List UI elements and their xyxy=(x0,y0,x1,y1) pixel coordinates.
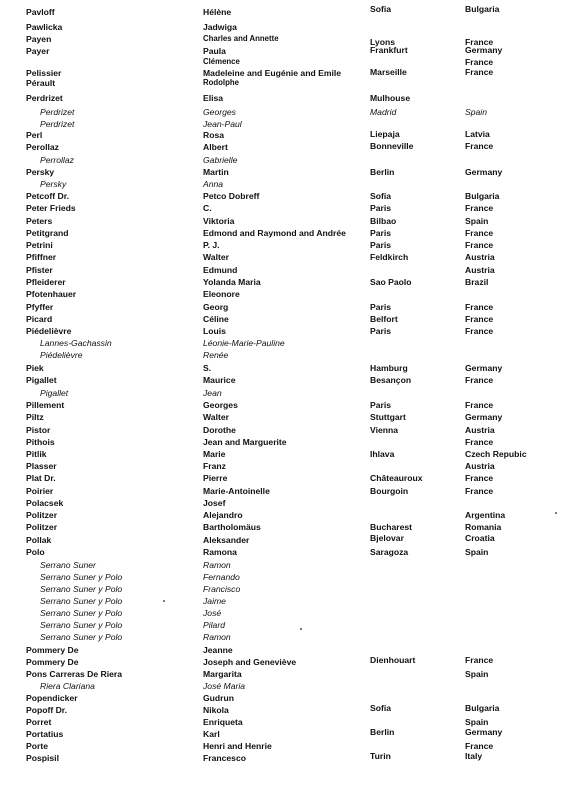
country-cell: France xyxy=(465,203,494,213)
city-cell: Sofia xyxy=(370,4,392,14)
table-row xyxy=(0,387,569,399)
table-row xyxy=(0,190,569,202)
country-cell: France xyxy=(465,302,494,312)
table-row xyxy=(0,21,569,33)
surname-cell: Pfleiderer xyxy=(26,277,66,287)
surname-cell: Pawlicka xyxy=(26,22,63,32)
given-name-cell: Walter xyxy=(203,412,229,422)
table-row xyxy=(0,559,569,571)
table-row xyxy=(0,141,569,153)
table-row xyxy=(0,6,569,18)
city-cell: Madrid xyxy=(370,107,397,117)
given-name-cell: Céline xyxy=(203,314,229,324)
table-row xyxy=(0,472,569,484)
surname-cell: Perdrizet xyxy=(26,93,63,103)
table-row xyxy=(0,546,569,558)
surname-cell: Payer xyxy=(26,46,50,56)
table-row xyxy=(0,509,569,521)
surname-cell: Piédelièvre xyxy=(26,326,72,336)
country-cell: Germany xyxy=(465,45,503,55)
country-cell: France xyxy=(465,655,494,665)
scan-speck xyxy=(163,600,165,602)
given-name-cell: José xyxy=(203,608,222,618)
given-name-cell: Bartholomäus xyxy=(203,522,261,532)
surname-cell: Porte xyxy=(26,741,48,751)
country-cell: Bulgaria xyxy=(465,703,500,713)
surname-cell: Pfister xyxy=(26,265,53,275)
given-name-cell: Madeleine and Eugénie and Emile xyxy=(203,68,342,78)
given-name-cell: Edmond and Raymond and Andrée xyxy=(203,228,346,238)
surname-cell: Pommery De xyxy=(26,645,79,655)
country-cell: France xyxy=(465,437,494,447)
surname-cell: Portatius xyxy=(26,729,64,739)
table-row xyxy=(0,448,569,460)
table-row xyxy=(0,411,569,423)
given-name-cell: Jean xyxy=(203,388,222,398)
table-row xyxy=(0,374,569,386)
surname-cell: Polacsek xyxy=(26,498,64,508)
given-name-cell: Nikola xyxy=(203,705,229,715)
given-name-cell: José Maria xyxy=(203,681,246,691)
table-row xyxy=(0,106,569,118)
given-name-cell: Rosa xyxy=(203,130,225,140)
given-name-cell: Marie xyxy=(203,449,226,459)
given-name-cell: Charles and Annette xyxy=(203,34,279,43)
country-cell: Germany xyxy=(465,412,503,422)
given-name-cell: Petco Dobreff xyxy=(203,191,260,201)
city-cell: Berlin xyxy=(370,167,395,177)
country-cell: France xyxy=(465,314,494,324)
scan-speck xyxy=(300,628,302,630)
table-row xyxy=(0,264,569,276)
country-cell: Latvia xyxy=(465,129,490,139)
table-row xyxy=(0,607,569,619)
given-name-cell: Margarita xyxy=(203,669,242,679)
surname-cell: Polo xyxy=(26,547,45,557)
table-row xyxy=(0,571,569,583)
surname-cell: Pons Carreras De Riera xyxy=(26,669,123,679)
table-row xyxy=(0,349,569,361)
surname-cell: Picard xyxy=(26,314,53,324)
given-name-cell: Pilard xyxy=(203,620,225,630)
given-name-cell: Enriqueta xyxy=(203,717,243,727)
surname-cell: Peters xyxy=(26,216,53,226)
given-name-cell: Clémence xyxy=(203,57,240,66)
country-cell: France xyxy=(465,57,494,67)
table-row xyxy=(0,288,569,300)
country-cell: Germany xyxy=(465,727,503,737)
table-row xyxy=(0,251,569,263)
given-name-cell: Albert xyxy=(203,142,228,152)
country-cell: France xyxy=(465,486,494,496)
surname-cell: Serrano Suner xyxy=(40,560,96,570)
surname-cell: Petitgrand xyxy=(26,228,69,238)
surname-cell: Perollaz xyxy=(26,142,59,152)
country-cell: Bulgaria xyxy=(465,4,500,14)
city-cell: Sofia xyxy=(370,191,392,201)
city-cell: Bourgoin xyxy=(370,486,409,496)
country-cell: France xyxy=(465,228,494,238)
given-name-cell: S. xyxy=(203,363,212,373)
city-cell: Vienna xyxy=(370,425,399,435)
surname-cell: Pithois xyxy=(26,437,55,447)
surname-cell: Pospisil xyxy=(26,753,59,763)
surname-cell: Perdrizet xyxy=(40,119,75,129)
table-row xyxy=(0,202,569,214)
table-row xyxy=(0,497,569,509)
surname-cell: Poirier xyxy=(26,486,54,496)
given-name-cell: Ramon xyxy=(203,632,231,642)
country-cell: Germany xyxy=(465,363,503,373)
country-cell: France xyxy=(465,67,494,77)
given-name-cell: Edmund xyxy=(203,265,238,275)
country-cell: Brazil xyxy=(465,277,489,287)
country-cell: Spain xyxy=(465,717,489,727)
country-cell: France xyxy=(465,375,494,385)
table-row xyxy=(0,631,569,643)
table-row xyxy=(0,337,569,349)
surname-cell: Pollak xyxy=(26,535,52,545)
city-cell: Paris xyxy=(370,228,392,238)
surname-cell: Persky xyxy=(26,167,55,177)
surname-cell: Perrollaz xyxy=(40,155,74,165)
city-cell: Berlin xyxy=(370,727,395,737)
country-cell: Spain xyxy=(465,107,487,117)
given-name-cell: Josef xyxy=(203,498,226,508)
table-row xyxy=(0,704,569,716)
country-cell: France xyxy=(465,400,494,410)
given-name-cell: Hélène xyxy=(203,7,232,17)
given-name-cell: Jean-Paul xyxy=(203,119,242,129)
country-cell: Argentina xyxy=(465,510,506,520)
table-row xyxy=(0,215,569,227)
surname-cell: Popendicker xyxy=(26,693,78,703)
table-row xyxy=(0,178,569,190)
table-row xyxy=(0,276,569,288)
given-name-cell: Fernando xyxy=(203,572,240,582)
city-cell: Besançon xyxy=(370,375,412,385)
given-name-cell: Jaime xyxy=(203,596,226,606)
table-row xyxy=(0,656,569,668)
table-row xyxy=(0,154,569,166)
table-row xyxy=(0,534,569,546)
surname-cell: Pelissier xyxy=(26,68,62,78)
given-name-cell: Ramon xyxy=(203,560,231,570)
surname-cell: Serrano Suner y Polo xyxy=(40,596,123,606)
table-row xyxy=(0,619,569,631)
country-cell: Italy xyxy=(465,751,483,761)
scan-speck xyxy=(555,512,557,514)
given-name-cell: Renée xyxy=(203,350,229,360)
table-row xyxy=(0,740,569,752)
surname-cell: Pérault xyxy=(26,78,56,88)
given-name-cell: Franz xyxy=(203,461,226,471)
city-cell: Paris xyxy=(370,326,392,336)
given-name-cell: Walter xyxy=(203,252,229,262)
surname-cell: Piek xyxy=(26,363,44,373)
surname-cell: Persky xyxy=(40,179,67,189)
given-name-cell: Jeanne xyxy=(203,645,233,655)
given-name-cell: C. xyxy=(203,203,212,213)
surname-cell: Pfotenhauer xyxy=(26,289,77,299)
city-cell: Sao Paolo xyxy=(370,277,412,287)
given-name-cell: Karl xyxy=(203,729,220,739)
surname-cell: Serrano Suner y Polo xyxy=(40,608,123,618)
given-name-cell: Henri and Henrie xyxy=(203,741,272,751)
country-cell: Spain xyxy=(465,547,489,557)
given-name-cell: Ramona xyxy=(203,547,237,557)
country-cell: France xyxy=(465,326,494,336)
city-cell: Feldkirch xyxy=(370,252,409,262)
city-cell: Lyons xyxy=(370,37,395,47)
given-name-cell: Louis xyxy=(203,326,226,336)
country-cell: France xyxy=(465,473,494,483)
given-name-cell: Pierre xyxy=(203,473,228,483)
country-cell: Romania xyxy=(465,522,502,532)
table-row xyxy=(0,752,569,764)
surname-cell: Petrini xyxy=(26,240,53,250)
given-name-cell: Léonie-Marie-Pauline xyxy=(203,338,285,348)
surname-cell: Pigallet xyxy=(26,375,57,385)
city-cell: Mulhouse xyxy=(370,93,411,103)
given-name-cell: Georg xyxy=(203,302,229,312)
surname-cell: Plat Dr. xyxy=(26,473,56,483)
table-row xyxy=(0,301,569,313)
city-cell: Bonneville xyxy=(370,141,414,151)
city-cell: Paris xyxy=(370,240,392,250)
table-row xyxy=(0,239,569,251)
given-name-cell: Elisa xyxy=(203,93,224,103)
surname-cell: Lannes-Gachassin xyxy=(40,338,112,348)
table-row xyxy=(0,399,569,411)
table-row xyxy=(0,436,569,448)
surname-cell: Plasser xyxy=(26,461,57,471)
city-cell: Stuttgart xyxy=(370,412,406,422)
given-name-cell: Dorothe xyxy=(203,425,236,435)
surname-cell: Perdrizet xyxy=(40,107,75,117)
country-cell: Czech Repubic xyxy=(465,449,527,459)
surname-cell: Peter Frieds xyxy=(26,203,76,213)
table-row xyxy=(0,424,569,436)
surname-cell: Politzer xyxy=(26,522,58,532)
surname-cell: Serrano Suner y Polo xyxy=(40,632,123,642)
city-cell: Paris xyxy=(370,400,392,410)
country-cell: Spain xyxy=(465,216,489,226)
table-row xyxy=(0,460,569,472)
surname-cell: Serrano Suner y Polo xyxy=(40,620,123,630)
given-name-cell: Eleonore xyxy=(203,289,240,299)
table-row xyxy=(0,728,569,740)
table-row xyxy=(0,485,569,497)
surname-cell: Pigallet xyxy=(40,388,69,398)
table-row xyxy=(0,92,569,104)
given-name-cell: Viktoria xyxy=(203,216,235,226)
country-cell: Bulgaria xyxy=(465,191,500,201)
given-name-cell: Aleksander xyxy=(203,535,250,545)
table-row xyxy=(0,595,569,607)
given-name-cell: Yolanda Maria xyxy=(203,277,261,287)
table-row xyxy=(0,313,569,325)
city-cell: Liepaja xyxy=(370,129,400,139)
given-name-cell: Gabrielle xyxy=(203,155,238,165)
table-row xyxy=(0,325,569,337)
surname-cell: Pfyffer xyxy=(26,302,54,312)
country-cell: Croatia xyxy=(465,533,495,543)
given-name-cell: Marie-Antoinelle xyxy=(203,486,270,496)
given-name-cell: Jean and Marguerite xyxy=(203,437,287,447)
table-row xyxy=(0,227,569,239)
surname-cell: Serrano Suner y Polo xyxy=(40,584,123,594)
given-name-cell: Jadwiga xyxy=(203,22,237,32)
surname-cell: Riera Clariana xyxy=(40,681,95,691)
surname-cell: Payen xyxy=(26,34,52,44)
given-name-cell: Martin xyxy=(203,167,229,177)
given-name-cell: Paula xyxy=(203,46,226,56)
given-name-cell: P. J. xyxy=(203,240,220,250)
city-cell: Paris xyxy=(370,203,392,213)
surname-cell: Pitlik xyxy=(26,449,47,459)
city-cell: Bilbao xyxy=(370,216,397,226)
country-cell: Austria xyxy=(465,265,495,275)
surname-cell: Petcoff Dr. xyxy=(26,191,69,201)
country-cell: France xyxy=(465,741,494,751)
city-cell: Belfort xyxy=(370,314,398,324)
surname-cell: Pommery De xyxy=(26,657,79,667)
surname-cell: Pillement xyxy=(26,400,65,410)
city-cell: Turin xyxy=(370,751,391,761)
country-cell: Austria xyxy=(465,461,495,471)
country-cell: Austria xyxy=(465,425,495,435)
surname-cell: Serrano Suner y Polo xyxy=(40,572,123,582)
table-row xyxy=(0,77,569,89)
surname-cell: Pistor xyxy=(26,425,51,435)
given-name-cell: Georges xyxy=(203,400,238,410)
table-row xyxy=(0,362,569,374)
surname-cell: Pavloff xyxy=(26,7,55,17)
table-row xyxy=(0,668,569,680)
city-cell: Frankfurt xyxy=(370,45,408,55)
table-row xyxy=(0,680,569,692)
city-cell: Ihlava xyxy=(370,449,395,459)
surname-cell: Pfiffner xyxy=(26,252,57,262)
given-name-cell: Georges xyxy=(203,107,236,117)
surname-cell: Piédelièvre xyxy=(40,350,83,360)
given-name-cell: Joseph and Geneviève xyxy=(203,657,297,667)
country-cell: France xyxy=(465,240,494,250)
city-cell: Châteauroux xyxy=(370,473,423,483)
country-cell: France xyxy=(465,37,494,47)
given-name-cell: Alejandro xyxy=(203,510,243,520)
given-name-cell: Rodolphe xyxy=(203,78,239,87)
city-cell: Marseille xyxy=(370,67,407,77)
country-cell: Germany xyxy=(465,167,503,177)
country-cell: Spain xyxy=(465,669,489,679)
surname-cell: Piltz xyxy=(26,412,44,422)
city-cell: Bjelovar xyxy=(370,533,404,543)
surname-cell: Perl xyxy=(26,130,43,140)
given-name-cell: Maurice xyxy=(203,375,236,385)
table-row xyxy=(0,166,569,178)
city-cell: Paris xyxy=(370,302,392,312)
given-name-cell: Francesco xyxy=(203,753,246,763)
given-name-cell: Gudrun xyxy=(203,693,235,703)
surname-cell: Politzer xyxy=(26,510,58,520)
surname-cell: Popoff Dr. xyxy=(26,705,68,715)
city-cell: Dienhouart xyxy=(370,655,416,665)
city-cell: Hamburg xyxy=(370,363,408,373)
table-row xyxy=(0,583,569,595)
city-cell: Sofia xyxy=(370,703,392,713)
city-cell: Saragoza xyxy=(370,547,409,557)
given-name-cell: Anna xyxy=(203,179,224,189)
surname-cell: Porret xyxy=(26,717,52,727)
given-name-cell: Francisco xyxy=(203,584,241,594)
city-cell: Bucharest xyxy=(370,522,413,532)
country-cell: France xyxy=(465,141,494,151)
country-cell: Austria xyxy=(465,252,495,262)
